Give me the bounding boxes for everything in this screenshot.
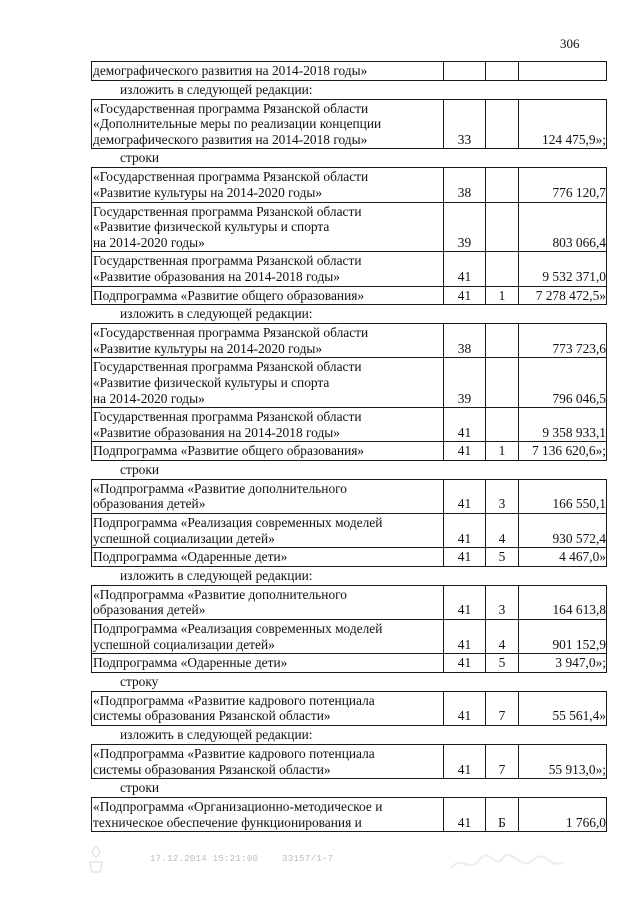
- amendment-instruction: изложить в следующей редакции:: [120, 306, 313, 322]
- section-code-cell: 41: [443, 441, 485, 461]
- program-name-cell: Государственная программа Рязанской области «Развитие физической культуры и спорта на 2014-2020 годы»: [91, 202, 443, 253]
- subprogram-code-cell: Б: [485, 797, 518, 832]
- subprogram-code-cell: [485, 202, 518, 253]
- table-row: [91, 167, 607, 201]
- program-name-cell: Подпрограмма «Развитие общего образования»: [91, 286, 443, 306]
- stamp-mark-icon: [86, 844, 106, 874]
- table-row: [91, 357, 607, 407]
- amount-cell: 55 913,0»;: [518, 744, 607, 779]
- amount-cell: 7 278 472,5»: [518, 286, 607, 306]
- table-row: [91, 691, 607, 725]
- program-name-cell: «Государственная программа Рязанской области «Дополнительные меры по реализации концепции демографического развития на 2014-2018 годы»: [91, 99, 443, 150]
- amount-cell: 796 046,5: [518, 357, 607, 408]
- amount-cell: 9 532 371,0: [518, 251, 607, 286]
- amount-cell: 166 550,1: [518, 479, 607, 514]
- section-code-cell: 41: [443, 691, 485, 726]
- amount-cell: 803 066,4: [518, 202, 607, 253]
- table-row: [91, 286, 607, 305]
- amendment-instruction: изложить в следующей редакции:: [120, 81, 313, 97]
- program-name-cell: Подпрограмма «Одаренные дети»: [91, 653, 443, 673]
- signature-stamp: [447, 850, 567, 876]
- program-name-cell: демографического развития на 2014-2018 годы»: [91, 61, 443, 81]
- program-name-cell: Государственная программа Рязанской области «Развитие образования на 2014-2018 годы»: [91, 251, 443, 286]
- amount-cell: 773 723,6: [518, 323, 607, 358]
- program-name-cell: «Подпрограмма «Развитие кадрового потенциала системы образования Рязанской области»: [91, 691, 443, 726]
- amount-cell: 776 120,7: [518, 167, 607, 202]
- section-code-cell: 41: [443, 547, 485, 567]
- section-code-cell: 38: [443, 167, 485, 202]
- footer-timestamp: 17.12.2014 15:21:00: [150, 854, 259, 864]
- program-name-cell: Подпрограмма «Реализация современных моделей успешной социализации детей»: [91, 513, 443, 548]
- subprogram-code-cell: [485, 61, 518, 81]
- table-row: [91, 653, 607, 672]
- table-row: [91, 99, 607, 149]
- subprogram-code-cell: 1: [485, 441, 518, 461]
- table-row: [91, 61, 607, 80]
- subprogram-code-cell: 3: [485, 585, 518, 620]
- subprogram-code-cell: [485, 323, 518, 358]
- program-name-cell: «Подпрограмма «Развитие дополнительного образования детей»: [91, 479, 443, 514]
- section-code-cell: 41: [443, 797, 485, 832]
- subprogram-code-cell: [485, 99, 518, 150]
- subprogram-code-cell: [485, 251, 518, 286]
- program-name-cell: Подпрограмма «Развитие общего образования»: [91, 441, 443, 461]
- section-code-cell: 41: [443, 286, 485, 306]
- program-name-cell: Подпрограмма «Реализация современных моделей успешной социализации детей»: [91, 619, 443, 654]
- amendment-instruction: изложить в следующей редакции:: [120, 727, 313, 742]
- section-code-cell: 41: [443, 251, 485, 286]
- amendment-table: [91, 61, 607, 831]
- amendment-instruction: изложить в следующей редакции:: [120, 567, 313, 583]
- section-code-cell: [443, 61, 485, 81]
- subprogram-code-cell: 4: [485, 513, 518, 548]
- table-row: [91, 619, 607, 653]
- amount-cell: 901 152,9: [518, 619, 607, 654]
- table-row: [91, 744, 607, 778]
- section-code-cell: 41: [443, 619, 485, 654]
- amount-cell: 3 947,0»;: [518, 653, 607, 673]
- program-name-cell: «Подпрограмма «Организационно-методическое и техническое обеспечение функционирования и: [91, 797, 443, 832]
- table-row: [91, 479, 607, 513]
- program-name-cell: Государственная программа Рязанской области «Развитие физической культуры и спорта на 2014-2020 годы»: [91, 357, 443, 408]
- program-name-cell: Подпрограмма «Одаренные дети»: [91, 547, 443, 567]
- page-number: 306: [560, 36, 580, 51]
- document-footer: [150, 854, 351, 864]
- amount-cell: 1 766,0: [518, 797, 607, 832]
- table-row: [91, 441, 607, 460]
- amendment-instruction: строку: [120, 673, 159, 689]
- table-row: [91, 513, 607, 547]
- subprogram-code-cell: 5: [485, 653, 518, 673]
- table-row: [91, 202, 607, 252]
- section-code-cell: 41: [443, 407, 485, 442]
- section-code-cell: 41: [443, 479, 485, 514]
- section-code-cell: 41: [443, 653, 485, 673]
- subprogram-code-cell: 5: [485, 547, 518, 567]
- amendment-instruction: строки: [120, 461, 160, 477]
- amount-cell: 930 572,4: [518, 513, 607, 548]
- section-code-cell: 39: [443, 202, 485, 253]
- section-code-cell: 39: [443, 357, 485, 408]
- program-name-cell: «Государственная программа Рязанской области «Развитие культуры на 2014-2020 годы»: [91, 167, 443, 202]
- table-row: [91, 547, 607, 566]
- amount-cell: 7 136 620,6»;: [518, 441, 607, 461]
- subprogram-code-cell: 7: [485, 744, 518, 779]
- table-row: [91, 323, 607, 357]
- subprogram-code-cell: 3: [485, 479, 518, 514]
- amount-cell: [518, 61, 607, 81]
- amendment-instruction: строки: [120, 780, 160, 796]
- section-code-cell: 41: [443, 744, 485, 779]
- program-name-cell: «Подпрограмма «Развитие кадрового потенциала системы образования Рязанской области»: [91, 744, 443, 779]
- program-name-cell: «Государственная программа Рязанской области «Развитие культуры на 2014-2020 годы»: [91, 323, 443, 358]
- section-code-cell: 33: [443, 99, 485, 150]
- amount-cell: 55 561,4»: [518, 691, 607, 726]
- subprogram-code-cell: 7: [485, 691, 518, 726]
- amount-cell: 9 358 933,1: [518, 407, 607, 442]
- subprogram-code-cell: 4: [485, 619, 518, 654]
- table-row: [91, 797, 607, 831]
- subprogram-code-cell: 1: [485, 286, 518, 306]
- amendment-instruction: строки: [120, 150, 160, 166]
- program-name-cell: Государственная программа Рязанской области «Развитие образования на 2014-2018 годы»: [91, 407, 443, 442]
- section-code-cell: 38: [443, 323, 485, 358]
- subprogram-code-cell: [485, 407, 518, 442]
- section-code-cell: 41: [443, 513, 485, 548]
- table-row: [91, 251, 607, 285]
- subprogram-code-cell: [485, 167, 518, 202]
- amount-cell: 164 613,8: [518, 585, 607, 620]
- table-row: [91, 585, 607, 619]
- program-name-cell: «Подпрограмма «Развитие дополнительного образования детей»: [91, 585, 443, 620]
- table-row: [91, 407, 607, 441]
- footer-document-id: 33157/1-7: [282, 854, 334, 864]
- subprogram-code-cell: [485, 357, 518, 408]
- section-code-cell: 41: [443, 585, 485, 620]
- amount-cell: 124 475,9»;: [518, 99, 607, 150]
- amount-cell: 4 467,0»: [518, 547, 607, 567]
